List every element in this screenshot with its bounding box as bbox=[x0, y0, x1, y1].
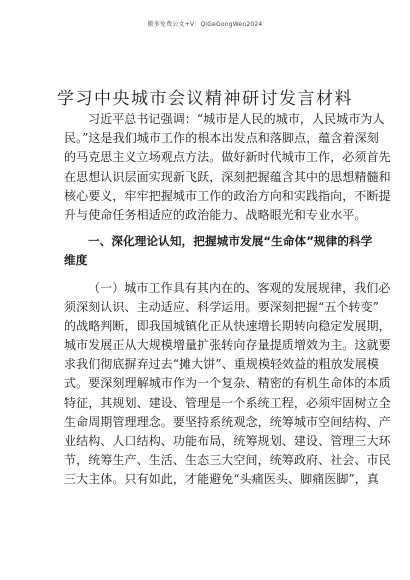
text-line: 特征，其规划、建设、管理是一个系统工程，必须牢固树立全 bbox=[64, 395, 391, 410]
paragraph-intro bbox=[64, 110, 391, 225]
text-line: 三大主体。只有如此，才能避免“头痛医头、脚痛医脚”，真 bbox=[64, 472, 379, 487]
document-body bbox=[64, 110, 391, 490]
section-heading-1 bbox=[64, 232, 373, 270]
heading-line: 维度 bbox=[64, 253, 88, 268]
text-line: 求我们彻底摒弃过去“摊大饼”、重规模轻效益的粗放发展模 bbox=[64, 357, 379, 372]
text-line: 业结构、人口结构、功能布局，统筹规划、建设、管理三大环 bbox=[64, 434, 391, 448]
text-line: 民。”这是我们城市工作的根本出发点和落脚点，蕴含着深刻 bbox=[64, 131, 379, 146]
text-line: 习近平总书记强调：“城市是人民的城市，人民城市为人 bbox=[88, 112, 385, 126]
text-line: 式。要深刻理解城市作为一个复杂、精密的有机生命体的本质 bbox=[64, 376, 391, 391]
text-line: 节，统筹生产、生活、生态三大空间，统筹政府、社会、市民 bbox=[64, 453, 391, 468]
text-line: 须深刻认识、主动适应、科学运用。要深刻把握“五个转变” bbox=[64, 299, 379, 314]
text-line: 的战略判断，即我国城镇化正从快速增长期转向稳定发展期， bbox=[64, 318, 391, 333]
document-title: 学习中央城市会议精神研讨发言材料 bbox=[57, 89, 353, 109]
text-line: 核心要义，牢牢把握城市工作的政治方向和实践指向，不断提 bbox=[64, 188, 391, 203]
text-line: 升与使命任务相适应的政治能力、战略眼光和专业水平。 bbox=[64, 207, 367, 222]
text-line: （一）城市工作具有其内在的、客观的发展规律，我们必 bbox=[88, 280, 391, 295]
text-line: 的马克思主义立场观点方法。做好新时代城市工作，必须首先 bbox=[64, 150, 391, 165]
text-line: 生命周期管理理念。要坚持系统观念，统筹城市空间结构、产 bbox=[64, 414, 391, 429]
text-line: 在思想认识层面实现新飞跃，深刻把握蕴含其中的思想精髓和 bbox=[64, 169, 391, 184]
text-line: 城市发展正从大规模增量扩张转向存量提质增效为主。这就要 bbox=[64, 338, 391, 353]
watermark-note: 搬多免费公文+V：QiGeGongWen2024 bbox=[147, 21, 263, 28]
heading-line: 一、深化理论认知，把握城市发展“生命体”规律的科学 bbox=[88, 234, 373, 249]
paragraph-section1-1 bbox=[64, 279, 391, 490]
